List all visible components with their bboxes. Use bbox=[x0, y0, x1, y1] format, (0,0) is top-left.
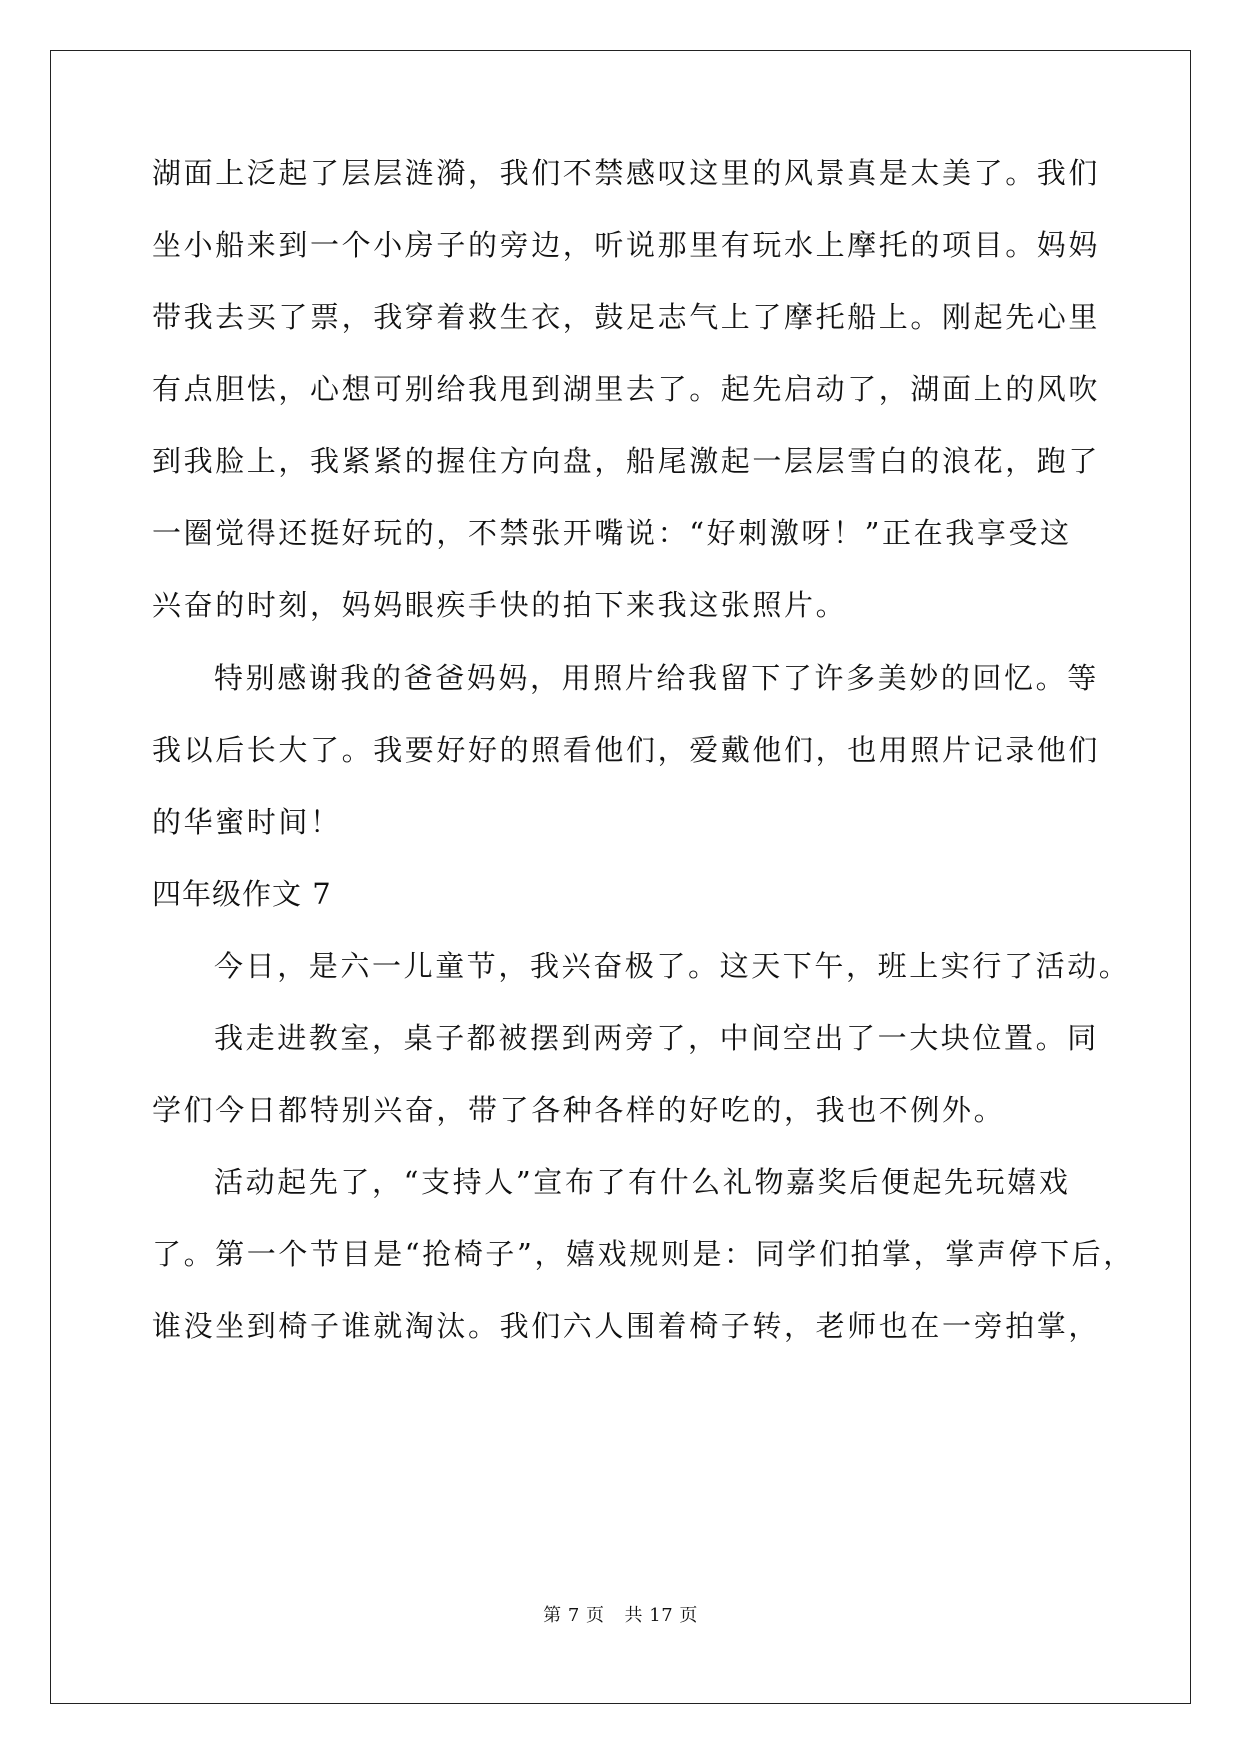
paragraph-first-line: 我走进教室，桌子都被摆到两旁了，中间空出了一大块位置。同 bbox=[214, 1021, 1099, 1055]
body-text-line: 了。第一个节目是“抢椅子”，嬉戏规则是：同学们拍掌，掌声停下后， bbox=[152, 1237, 1135, 1271]
body-text-line: 带我去买了票，我穿着救生衣，鼓足志气上了摩托船上。刚起先心里 bbox=[152, 300, 1101, 334]
paragraph-first-line: 今日，是六一儿童节，我兴奋极了。这天下午，班上实行了活动。 bbox=[214, 949, 1131, 983]
body-text-line: 到我脸上，我紧紧的握住方向盘，船尾激起一层层雪白的浪花，跑了 bbox=[152, 444, 1101, 478]
page-footer bbox=[0, 1604, 1241, 1628]
page-total: 共 17 页 bbox=[624, 1605, 698, 1626]
page-number: 第 7 页 bbox=[543, 1605, 605, 1626]
section-heading: 四年级作文 7 bbox=[152, 877, 332, 911]
body-text-line: 湖面上泛起了层层涟漪，我们不禁感叹这里的风景真是太美了。我们 bbox=[152, 156, 1101, 190]
body-text-line: 谁没坐到椅子谁就淘汰。我们六人围着椅子转，老师也在一旁拍掌， bbox=[152, 1309, 1101, 1343]
body-text-line: 兴奋的时刻，妈妈眼疾手快的拍下来我这张照片。 bbox=[152, 588, 848, 622]
body-text-line: 一圈觉得还挺好玩的，不禁张开嘴说：“好刺激呀！”正在我享受这 bbox=[152, 516, 1072, 550]
body-text-line: 学们今日都特别兴奋，带了各种各样的好吃的，我也不例外。 bbox=[152, 1093, 1006, 1127]
paragraph-first-line: 特别感谢我的爸爸妈妈，用照片给我留下了许多美妙的回忆。等 bbox=[214, 661, 1099, 695]
body-text-line: 坐小船来到一个小房子的旁边，听说那里有玩水上摩托的项目。妈妈 bbox=[152, 228, 1101, 262]
body-text-line: 我以后长大了。我要好好的照看他们，爱戴他们，也用照片记录他们 bbox=[152, 733, 1101, 767]
paragraph-first-line: 活动起先了，“支持人”宣布了有什么礼物嘉奖后便起先玩嬉戏 bbox=[214, 1165, 1071, 1199]
body-text-line: 的华蜜时间！ bbox=[152, 805, 342, 839]
body-text-line: 有点胆怯，心想可别给我甩到湖里去了。起先启动了，湖面上的风吹 bbox=[152, 372, 1101, 406]
